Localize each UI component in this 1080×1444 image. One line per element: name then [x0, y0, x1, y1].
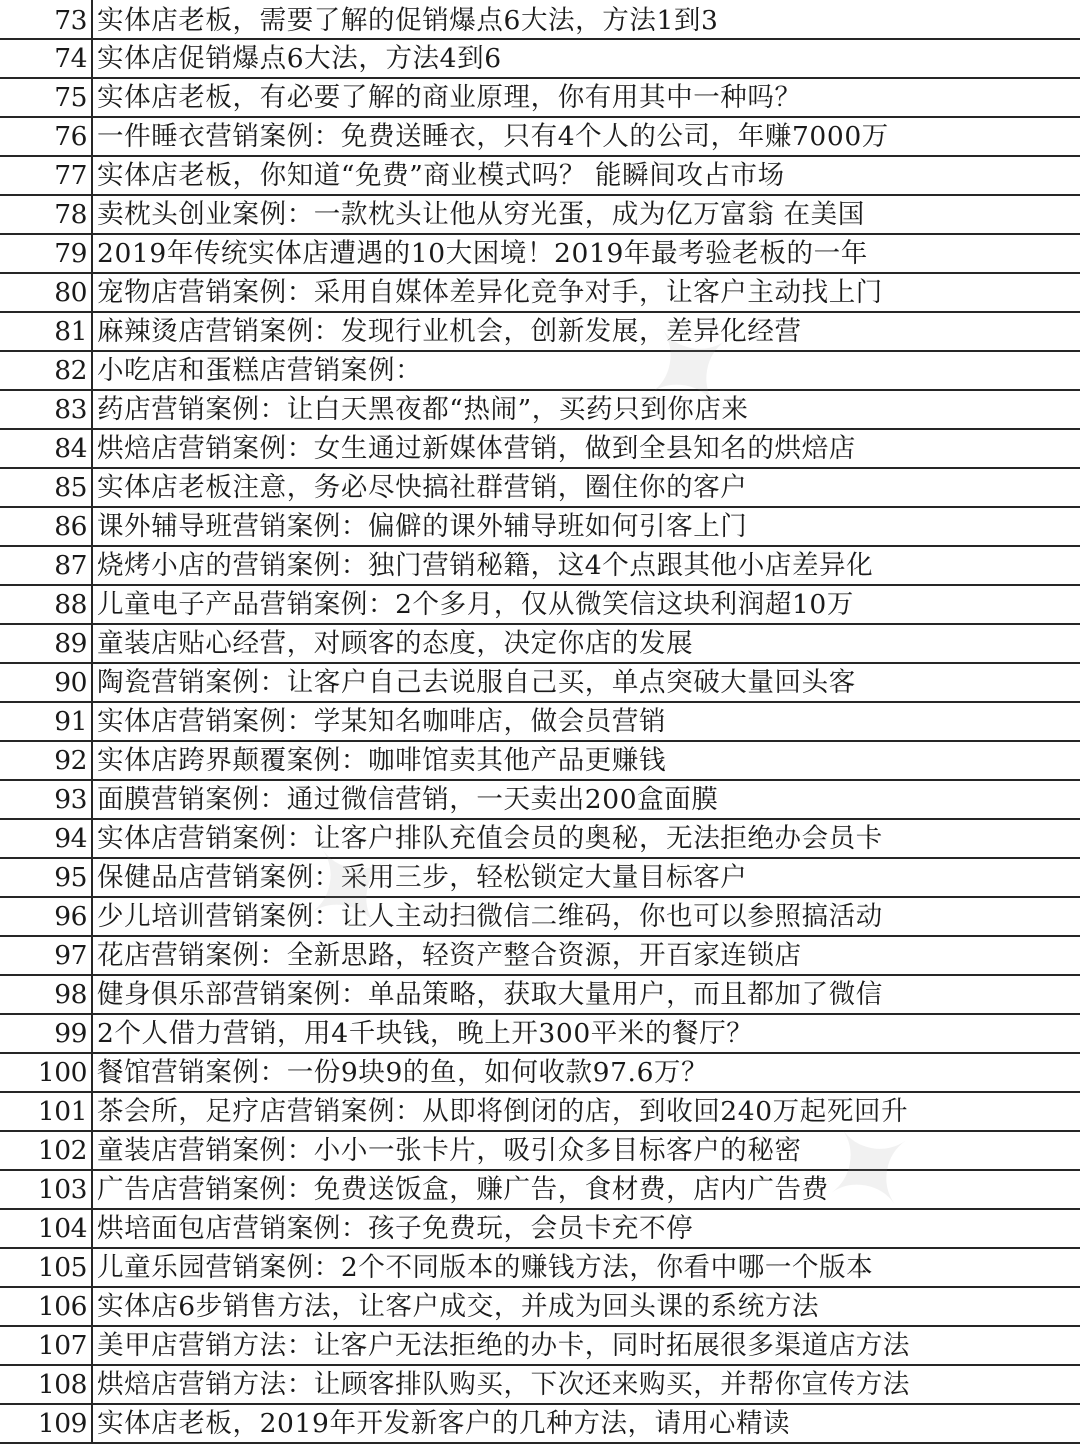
row-number-cell[interactable]: 98 — [0, 975, 92, 1014]
table-row — [0, 1014, 1080, 1053]
row-title-cell[interactable]: 宠物店营销案例：采用自媒体差异化竞争对手，让客户主动找上门 — [92, 273, 1080, 312]
row-title-cell[interactable]: 小吃店和蛋糕店营销案例： — [92, 351, 1080, 390]
row-title-cell[interactable]: 药店营销案例：让白天黑夜都“热闹”，买药只到你店来 — [92, 390, 1080, 429]
row-title-cell[interactable]: 烘焙店营销案例：女生通过新媒体营销，做到全县知名的烘焙店 — [92, 429, 1080, 468]
row-number-cell[interactable]: 77 — [0, 156, 92, 195]
row-number-cell[interactable]: 99 — [0, 1014, 92, 1053]
row-number-cell[interactable]: 92 — [0, 741, 92, 780]
table-row — [0, 585, 1080, 624]
table-row — [0, 390, 1080, 429]
row-title-cell[interactable]: 餐馆营销案例：一份9块9的鱼，如何收款97.6万？ — [92, 1053, 1080, 1092]
row-title-cell[interactable]: 2019年传统实体店遭遇的10大困境！2019年最考验老板的一年 — [92, 234, 1080, 273]
row-number-cell[interactable]: 89 — [0, 624, 92, 663]
row-title-cell[interactable]: 保健品店营销案例：采用三步，轻松锁定大量目标客户 — [92, 858, 1080, 897]
table-row — [0, 156, 1080, 195]
table-row — [0, 351, 1080, 390]
row-title-cell[interactable]: 童装店营销案例：小小一张卡片，吸引众多目标客户的秘密 — [92, 1131, 1080, 1170]
table-row — [0, 507, 1080, 546]
table-row — [0, 1092, 1080, 1131]
row-title-cell[interactable]: 实体店营销案例：让客户排队充值会员的奥秘，无法拒绝办会员卡 — [92, 819, 1080, 858]
row-number-cell[interactable]: 90 — [0, 663, 92, 702]
row-title-cell[interactable]: 儿童乐园营销案例：2个不同版本的赚钱方法，你看中哪一个版本 — [92, 1248, 1080, 1287]
row-title-cell[interactable]: 一件睡衣营销案例：免费送睡衣，只有4个人的公司，年赚7000万 — [92, 117, 1080, 156]
row-number-cell[interactable]: 102 — [0, 1131, 92, 1170]
table-row — [0, 936, 1080, 975]
table-row — [0, 741, 1080, 780]
table-row — [0, 78, 1080, 117]
watermark-mark: ✦ — [789, 1083, 952, 1256]
row-title-cell[interactable]: 实体店老板，有必要了解的商业原理，你有用其中一种吗？ — [92, 78, 1080, 117]
table-row — [0, 468, 1080, 507]
row-title-cell[interactable]: 烧烤小店的营销案例：独门营销秘籍，这4个点跟其他小店差异化 — [92, 546, 1080, 585]
row-title-cell[interactable]: 实体店促销爆点6大法，方法4到6 — [92, 39, 1080, 78]
row-number-cell[interactable]: 88 — [0, 585, 92, 624]
row-title-cell[interactable]: 麻辣烫店营销案例：发现行业机会，创新发展，差异化经营 — [92, 312, 1080, 351]
row-number-cell[interactable]: 75 — [0, 78, 92, 117]
row-title-cell[interactable]: 童装店贴心经营，对顾客的态度，决定你店的发展 — [92, 624, 1080, 663]
table-row — [0, 1170, 1080, 1209]
row-number-cell[interactable]: 109 — [0, 1404, 92, 1443]
table-row — [0, 819, 1080, 858]
row-number-cell[interactable]: 74 — [0, 39, 92, 78]
row-number-cell[interactable]: 84 — [0, 429, 92, 468]
row-title-cell[interactable]: 广告店营销案例：免费送饭盒，赚广告，食材费，店内广告费 — [92, 1170, 1080, 1209]
row-title-cell[interactable]: 健身俱乐部营销案例：单品策略，获取大量用户，而且都加了微信 — [92, 975, 1080, 1014]
table-row — [0, 1131, 1080, 1170]
table-row — [0, 1404, 1080, 1443]
row-title-cell[interactable]: 课外辅导班营销案例：偏僻的课外辅导班如何引客上门 — [92, 507, 1080, 546]
table-row — [0, 1209, 1080, 1248]
row-number-cell[interactable]: 106 — [0, 1287, 92, 1326]
table-row — [0, 117, 1080, 156]
row-number-cell[interactable]: 73 — [0, 0, 92, 39]
table-row — [0, 780, 1080, 819]
row-number-cell[interactable]: 76 — [0, 117, 92, 156]
row-title-cell[interactable]: 实体店老板，2019年开发新客户的几种方法，请用心精读 — [92, 1404, 1080, 1443]
table-row — [0, 429, 1080, 468]
row-number-cell[interactable]: 107 — [0, 1326, 92, 1365]
row-title-cell[interactable]: 陶瓷营销案例：让客户自己去说服自己买，单点突破大量回头客 — [92, 663, 1080, 702]
table-row — [0, 312, 1080, 351]
row-number-cell[interactable]: 96 — [0, 897, 92, 936]
row-title-cell[interactable]: 实体店老板，需要了解的促销爆点6大法，方法1到3 — [92, 0, 1080, 39]
row-number-cell[interactable]: 93 — [0, 780, 92, 819]
row-number-cell[interactable]: 86 — [0, 507, 92, 546]
table-row — [0, 546, 1080, 585]
table-row — [0, 1287, 1080, 1326]
row-number-cell[interactable]: 100 — [0, 1053, 92, 1092]
table-row — [0, 39, 1080, 78]
table-row — [0, 1248, 1080, 1287]
row-number-cell[interactable]: 82 — [0, 351, 92, 390]
row-number-cell[interactable]: 105 — [0, 1248, 92, 1287]
table-row — [0, 1326, 1080, 1365]
table-row — [0, 0, 1080, 39]
row-title-cell[interactable]: 茶会所，足疗店营销案例：从即将倒闭的店，到收回240万起死回升 — [92, 1092, 1080, 1131]
row-number-cell[interactable]: 78 — [0, 195, 92, 234]
row-number-cell[interactable]: 94 — [0, 819, 92, 858]
table-row — [0, 195, 1080, 234]
table-row — [0, 273, 1080, 312]
row-title-cell[interactable]: 实体店6步销售方法，让客户成交，并成为回头课的系统方法 — [92, 1287, 1080, 1326]
table-row — [0, 897, 1080, 936]
table-row — [0, 858, 1080, 897]
row-title-cell[interactable]: 烘培面包店营销案例：孩子免费玩，会员卡充不停 — [92, 1209, 1080, 1248]
row-number-cell[interactable]: 103 — [0, 1170, 92, 1209]
row-number-cell[interactable]: 97 — [0, 936, 92, 975]
watermark-mark: ✦ — [609, 283, 772, 456]
row-title-cell[interactable]: 面膜营销案例：通过微信营销，一天卖出200盒面膜 — [92, 780, 1080, 819]
row-title-cell[interactable]: 实体店老板，你知道“免费”商业模式吗？ 能瞬间攻占市场 — [92, 156, 1080, 195]
row-title-cell[interactable]: 美甲店营销方法：让客户无法拒绝的办卡，同时拓展很多渠道店方法 — [92, 1326, 1080, 1365]
row-title-cell[interactable]: 实体店跨界颠覆案例：咖啡馆卖其他产品更赚钱 — [92, 741, 1080, 780]
table-row — [0, 975, 1080, 1014]
row-number-cell[interactable]: 101 — [0, 1092, 92, 1131]
row-title-cell[interactable]: 实体店老板注意，务必尽快搞社群营销，圈住你的客户 — [92, 468, 1080, 507]
table-row — [0, 1365, 1080, 1404]
table-row — [0, 663, 1080, 702]
row-title-cell[interactable]: 2个人借力营销，用4千块钱，晚上开300平米的餐厅？ — [92, 1014, 1080, 1053]
row-number-cell[interactable]: 95 — [0, 858, 92, 897]
watermark-mark: ✦ — [269, 803, 432, 976]
row-number-cell[interactable]: 104 — [0, 1209, 92, 1248]
row-title-cell[interactable]: 烘焙店营销方法：让顾客排队购买，下次还来购买，并帮你宣传方法 — [92, 1365, 1080, 1404]
table-row — [0, 624, 1080, 663]
row-number-cell[interactable]: 85 — [0, 468, 92, 507]
row-title-cell[interactable]: 少儿培训营销案例：让人主动扫微信二维码，你也可以参照搞活动 — [92, 897, 1080, 936]
row-number-cell[interactable]: 91 — [0, 702, 92, 741]
row-title-cell[interactable]: 卖枕头创业案例：一款枕头让他从穷光蛋，成为亿万富翁 在美国 — [92, 195, 1080, 234]
row-title-cell[interactable]: 花店营销案例：全新思路，轻资产整合资源，开百家连锁店 — [92, 936, 1080, 975]
row-number-cell[interactable]: 79 — [0, 234, 92, 273]
table-row — [0, 234, 1080, 273]
row-title-cell[interactable]: 儿童电子产品营销案例：2个多月，仅从微笑信这块利润超10万 — [92, 585, 1080, 624]
row-title-cell[interactable]: 实体店营销案例：学某知名咖啡店，做会员营销 — [92, 702, 1080, 741]
row-number-cell[interactable]: 108 — [0, 1365, 92, 1404]
table-row — [0, 702, 1080, 741]
row-number-cell[interactable]: 81 — [0, 312, 92, 351]
row-number-cell[interactable]: 83 — [0, 390, 92, 429]
row-number-cell[interactable]: 87 — [0, 546, 92, 585]
table-row — [0, 1053, 1080, 1092]
row-number-cell[interactable]: 80 — [0, 273, 92, 312]
